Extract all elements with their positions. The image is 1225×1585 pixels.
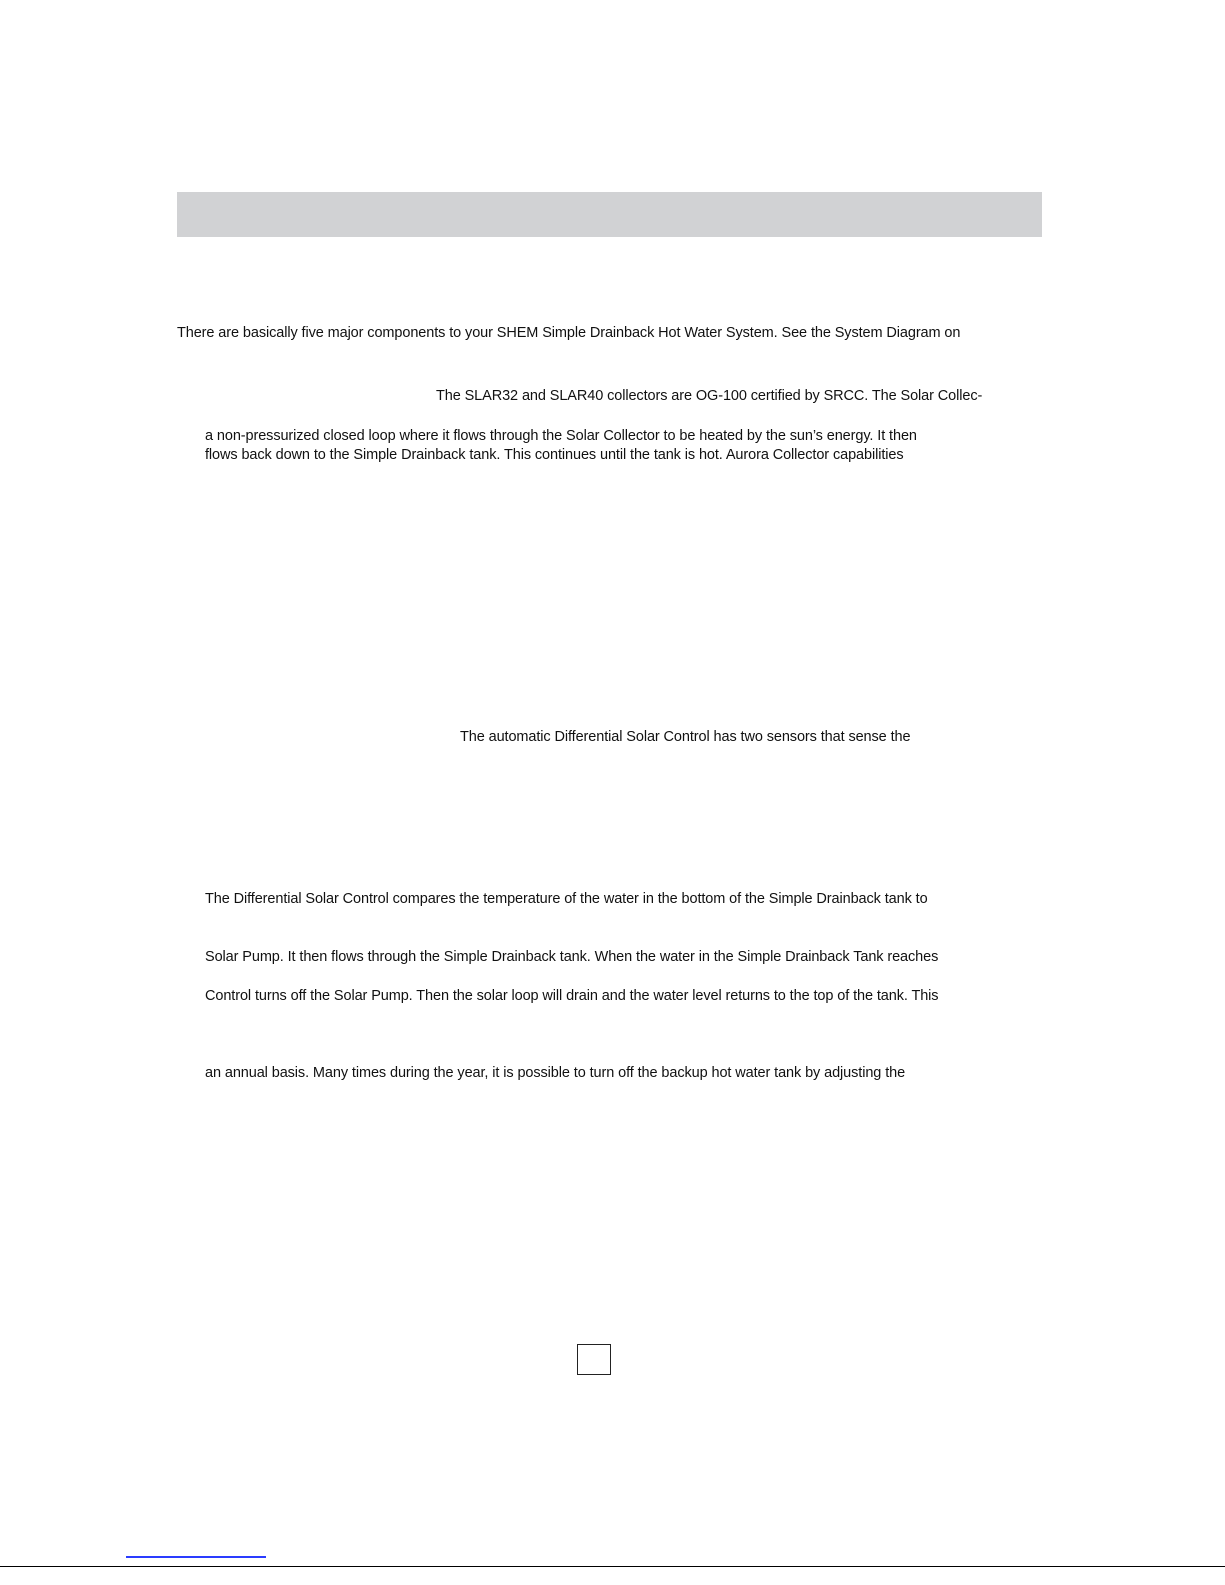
operation-paragraph-line-2: Solar Pump. It then flows through the Simple Drainback tank. When the water in the Simple Drainback Tank reaches [205, 949, 939, 965]
control-paragraph-line-1: The automatic Differential Solar Control has two sensors that sense the [460, 729, 911, 745]
collector-paragraph-line-2: a non-pressurized closed loop where it flows through the Solar Collector to be heated by the sun’s energy. It then [205, 428, 917, 444]
footer-link-underline[interactable] [126, 1556, 266, 1558]
collector-paragraph-line-3: flows back down to the Simple Drainback tank. This continues until the tank is hot. Aurora Collector capabilities [205, 447, 904, 463]
page-number-box [577, 1344, 611, 1375]
section-header-band [177, 192, 1042, 237]
operation-paragraph-line-4: an annual basis. Many times during the year, it is possible to turn off the backup hot water tank by adjusting the [205, 1065, 906, 1081]
intro-paragraph-line: There are basically five major components to your SHEM Simple Drainback Hot Water System. See the System Diagram on [177, 325, 961, 341]
operation-paragraph-line-3: Control turns off the Solar Pump. Then the solar loop will drain and the water level returns to the top of the tank. This [205, 988, 939, 1004]
footer-rule [0, 1566, 1225, 1567]
operation-paragraph-line-1: The Differential Solar Control compares the temperature of the water in the bottom of the Simple Drainback tank to [205, 891, 928, 907]
collector-paragraph-line-1: The SLAR32 and SLAR40 collectors are OG-100 certified by SRCC. The Solar Collec- [436, 388, 983, 404]
